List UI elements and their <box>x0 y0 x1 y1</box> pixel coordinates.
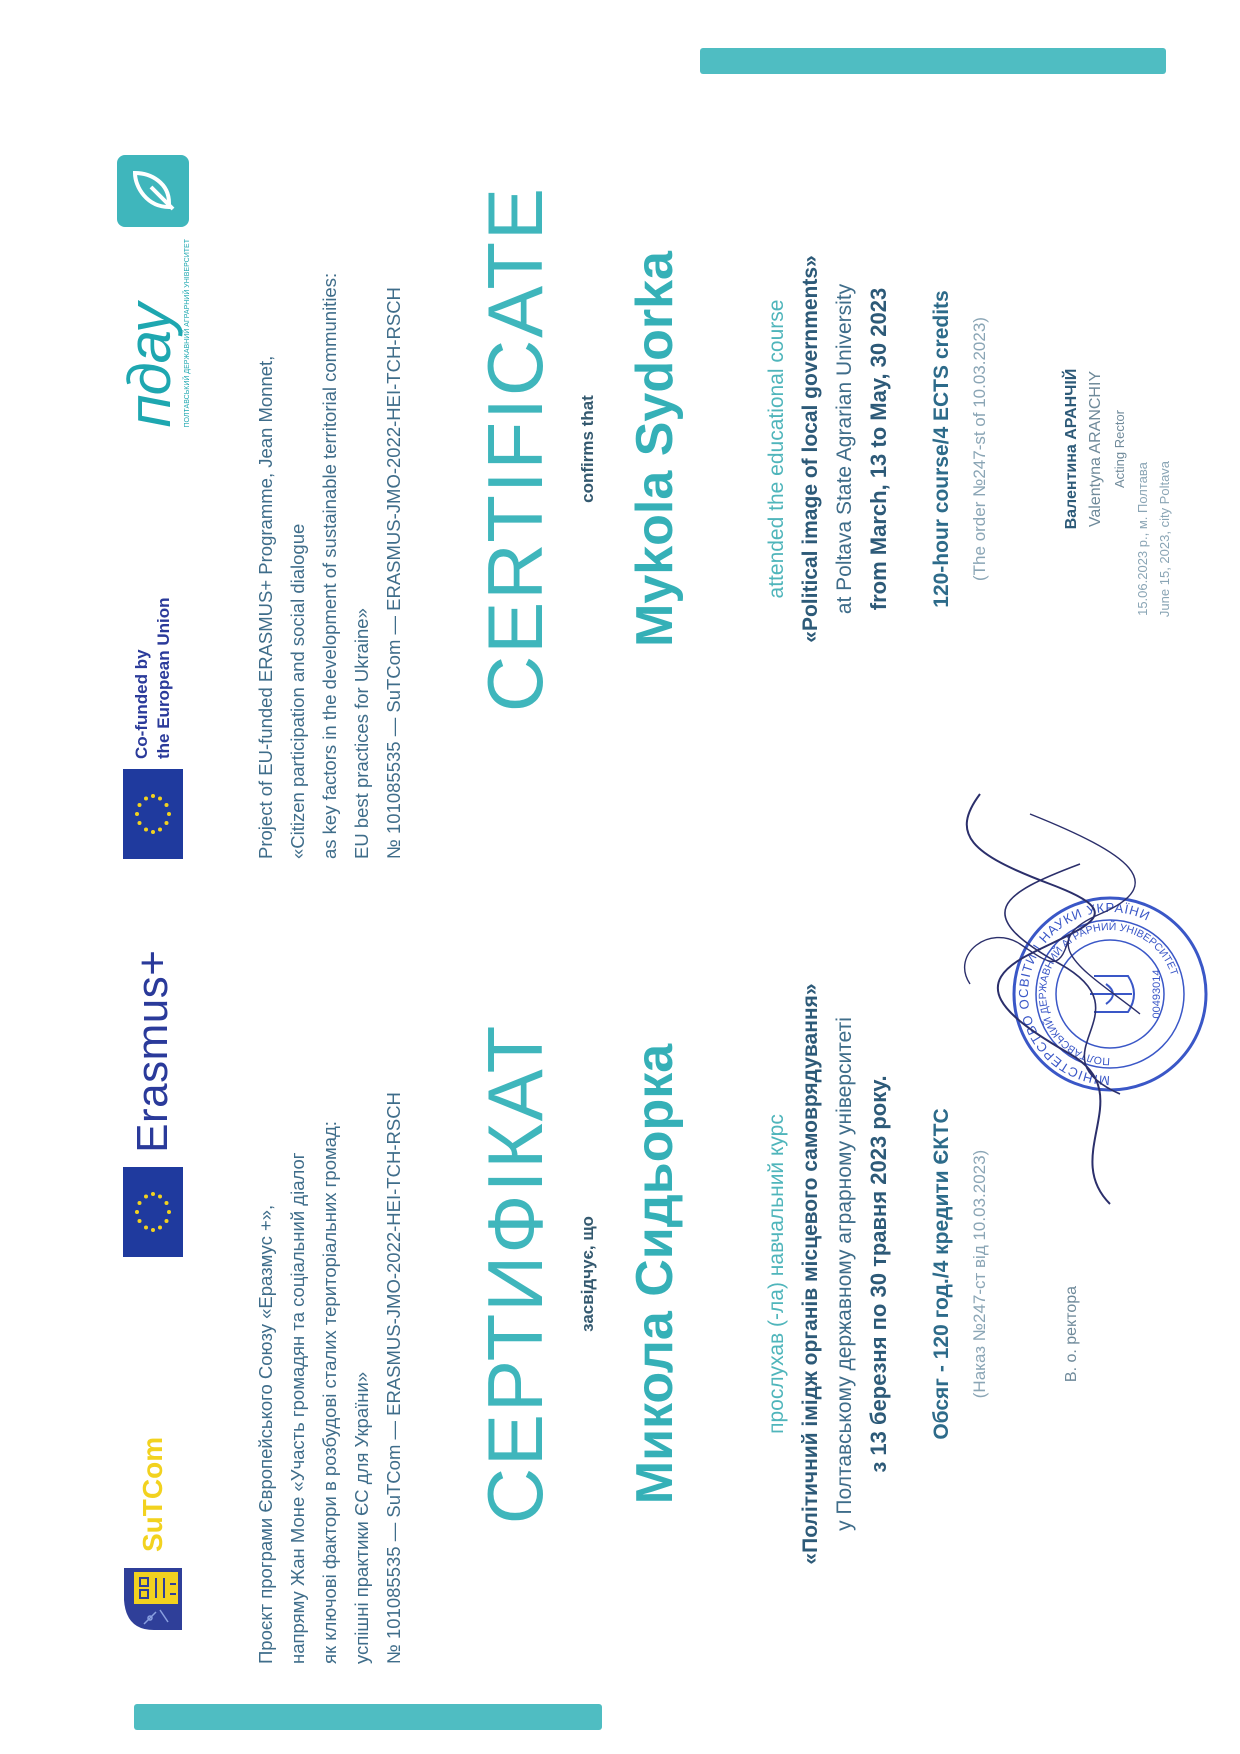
recipient-name-uk: Микола Сидьорка <box>626 1043 684 1505</box>
project-line: Проєкт програми Європейського Союзу «Еразмус +», <box>255 1204 276 1664</box>
confirms-text-uk: засвідчує, що <box>578 1216 597 1332</box>
course-info-en <box>760 39 896 859</box>
erasmus-logo <box>123 950 183 1257</box>
issue-date-block <box>1132 389 1176 689</box>
cofunded-label <box>131 598 175 760</box>
eu-cofunded-logo <box>123 598 183 860</box>
project-line: «Citizen participation and social dialogue <box>287 523 308 859</box>
pdau-subtitle: ПОЛТАВСЬКИЙ ДЕРЖАВНИЙ АГРАРНИЙ УНІВЕРСИТЕТ <box>184 239 191 428</box>
certificate-title-uk: СЕРТИФІКАТ <box>471 1023 559 1525</box>
sutcom-logo <box>120 1437 186 1634</box>
project-description-en <box>250 39 410 859</box>
project-line: успішні практики ЄС для України» <box>351 1371 372 1664</box>
project-line: as key factors in the development of sustainable territorial communities: <box>319 272 340 859</box>
course-title: «Політичний імідж органів місцевого самоврядування» <box>799 983 822 1565</box>
recipient-name-en: Mykola Sydorka <box>626 251 684 647</box>
eu-flag-icon <box>123 769 183 859</box>
university-text: у Полтавському державному аграрному університеті <box>833 1017 856 1531</box>
project-line: Project of EU-funded ERASMUS+ Programme, Jean Monnet, <box>255 355 276 859</box>
cofunded-line: Co-funded by <box>132 649 151 759</box>
seal-code: 00493014 <box>1151 969 1163 1019</box>
eu-flag-icon <box>123 1167 183 1257</box>
confirms-text-en: confirms that <box>578 395 597 503</box>
project-line: № 101085535 — SuTCom — ERASMUS-JMO-2022-HEI-TCH-RSCH <box>383 287 404 859</box>
signatory-block <box>1060 39 1132 859</box>
leaf-icon <box>117 155 189 227</box>
sutcom-label: SuTCom <box>137 1436 168 1552</box>
attended-text: прослухав (-ла) навчальний курс <box>765 1114 788 1434</box>
pdau-wordmark: пдау <box>116 303 183 428</box>
issue-date-en: June 15, 2023, city Poltava <box>1157 460 1172 618</box>
project-line: EU best practices for Ukraine» <box>351 608 372 859</box>
signatory-name-uk: Валентина АРАНЧІЙ <box>1063 368 1080 530</box>
ukrainian-column <box>0 864 1240 1684</box>
course-dates: з 13 березня по 30 травня 2023 року. <box>866 1075 891 1473</box>
signatory-name-en: Valentyna ARANCHIY <box>1087 370 1104 528</box>
issue-date-uk: 15.06.2023 р., м. Полтава <box>1135 462 1150 616</box>
acting-rector-en: Acting Rector <box>1112 409 1127 489</box>
seal-inner-text: ПОЛТАВСЬКИЙ ДЕРЖАВНИЙ АГРАРНИЙ УНІВЕРСИТЕТ <box>1036 920 1181 1068</box>
course-volume-uk: Обсяг - 120 год./4 кредити ЄКТС <box>930 1108 953 1440</box>
english-column <box>0 39 1240 859</box>
course-dates: from March, 13 to May, 30 2023 <box>866 287 891 611</box>
acting-rector-label: В. о. ректора <box>1063 1285 1080 1383</box>
cofunded-line: the European Union <box>154 597 173 759</box>
course-info-uk <box>760 864 896 1684</box>
project-line: напряму Жан Моне «Участь громадян та соціальний діалог <box>287 1152 308 1664</box>
sutcom-mark-icon <box>120 1564 186 1634</box>
attended-text: attended the educational course <box>765 299 788 599</box>
pdau-logo <box>115 155 191 427</box>
logo-row-left <box>118 950 188 1634</box>
project-line: як ключові фактори в розбудові сталих територіальних громад: <box>319 1121 340 1664</box>
order-reference-uk: (Наказ №247-ст від 10.03.2023) <box>970 1149 989 1399</box>
logo-row-right <box>116 155 191 859</box>
seal-outer-text: МІНІСТЕРСТВО ОСВІТИ І НАУКИ УКРАЇНИ <box>1015 899 1153 1089</box>
project-description-uk <box>250 844 410 1664</box>
course-volume-en: 120-hour course/4 ECTS credits <box>930 290 953 608</box>
erasmus-label: Erasmus+ <box>128 949 177 1153</box>
project-line: № 101085535 — SuTCom — ERASMUS-JMO-2022-HEI-TCH-RSCH <box>383 1092 404 1664</box>
order-reference-en: (The order №247-st of 10.03.2023) <box>970 317 989 581</box>
certificate-title-en: CERTIFICATE <box>471 185 559 713</box>
university-text: at Poltava State Agrarian University <box>833 283 856 615</box>
course-title: «Political image of local governments» <box>799 255 822 643</box>
